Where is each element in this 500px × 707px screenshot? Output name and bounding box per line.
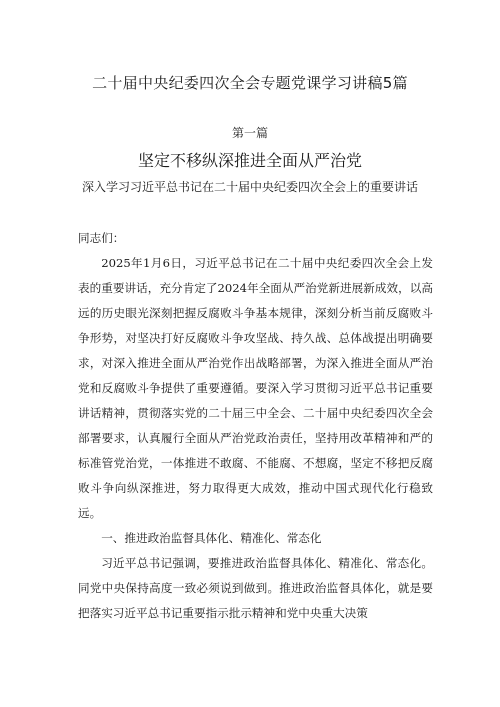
paragraph-one: 习近平总书记强调，要推进政治监督具体化、精准化、常态化。同党中央保持高度一致必须说到做到。推进政治监督具体化，就是要把落实习近平总书记重要指示批示精神和党中央重大决策 — [78, 556, 433, 620]
section-label: 第一篇 — [231, 126, 268, 140]
paragraph-intro: 2025年1月6日，习近平总书记在二十届中央纪委四次全会上发表的重要讲话，充分肯定了2024年全面从严治党新进展新成效，以高远的历史眼光深刻把握反腐败斗争基本规律，深刻分析当前反腐败斗争形势，对坚决打好反腐败斗争攻坚战、持久战、总体战提出明确要求，对深入推进全面从严治党作出战略部署，为深入推进全面从严治党和反腐败斗争提供了重要遵循。要深入学习贯彻习近平总书记重要讲话精神，贯彻落实党的二十届三中全会、二十届中央纪委四次全会部署要求，认真履行全面从严治党政治责任，坚持用改革精神和严的标准管党治党，一体推进不敢腐、不能腐、不想腐，坚定不移把反腐败斗争向纵深推进，努力取得更大成效，推动中国式现代化行稳致远。 — [78, 256, 433, 520]
heading-one: 一、推进政治监督具体化、精准化、常态化 — [101, 531, 322, 545]
section-title: 坚定不移纵深推进全面从严治党 — [137, 151, 362, 170]
document-title: 二十届中央纪委四次全会专题党课学习讲稿5篇 — [92, 74, 408, 92]
document-body — [78, 226, 433, 626]
section-subtitle: 深入学习习近平总书记在二十届中央纪委四次全会上的重要讲话 — [81, 180, 418, 194]
salutation: 同志们： — [78, 231, 125, 245]
